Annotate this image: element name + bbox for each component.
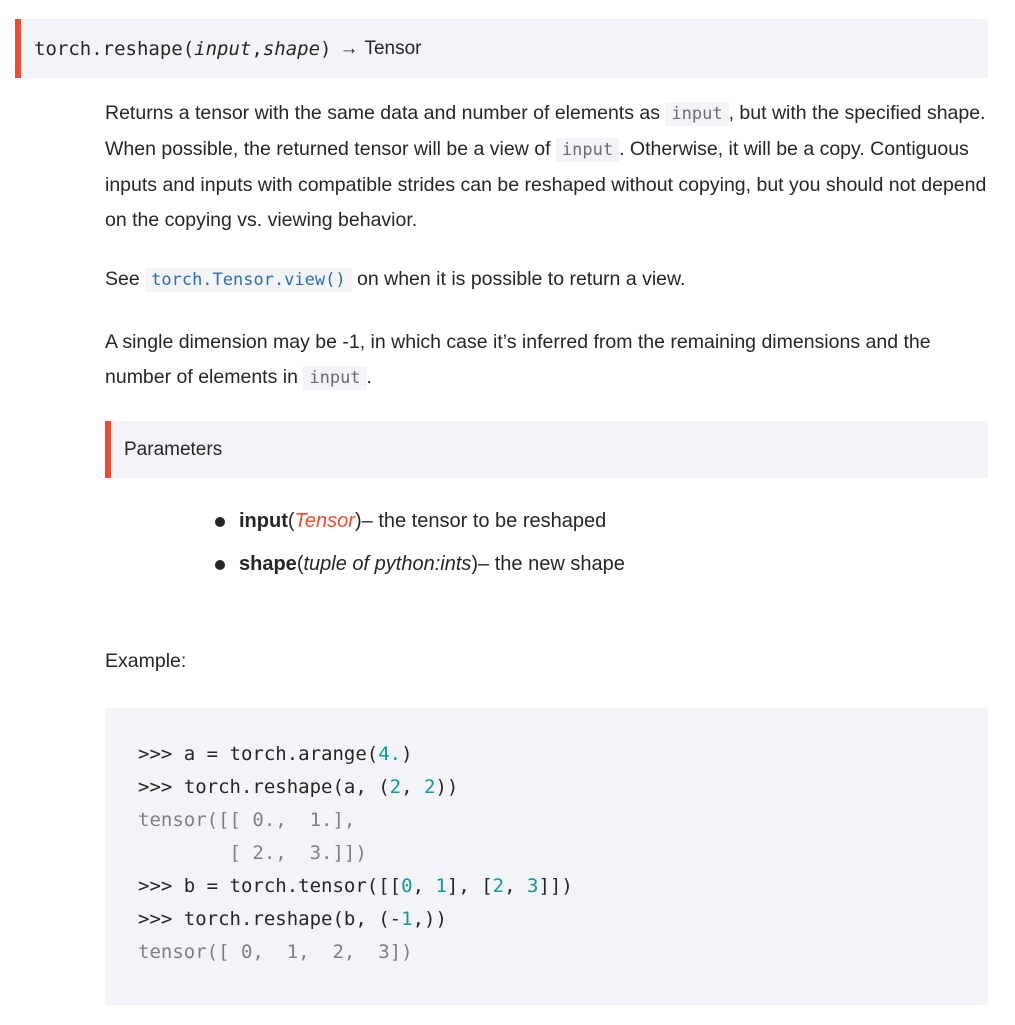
parameters-title: Parameters xyxy=(124,438,223,460)
code-token-code: , xyxy=(504,875,528,897)
code-token-num: 0 xyxy=(401,875,413,897)
code-output-line xyxy=(138,804,988,837)
arg-separator: , xyxy=(251,37,263,60)
code-token-code: ]]) xyxy=(538,875,573,897)
param-type: tuple of python:ints xyxy=(303,553,472,575)
code-token-code: ], [ xyxy=(446,875,493,897)
code-input-line xyxy=(138,738,988,771)
parameters-header xyxy=(105,421,988,478)
param-desc: – the tensor to be reshaped xyxy=(361,510,607,532)
code-token-prompt: >>> xyxy=(138,908,184,930)
code-token-out: tensor([ 0, 1, 2, 3]) xyxy=(138,941,413,963)
p3-text-a: A single dimension may be -1, in which case it’s inferred from the remaining dimensions and the number of elements in xyxy=(105,331,931,388)
code-token-code: torch.reshape(b, (- xyxy=(183,908,402,930)
param-close: ) xyxy=(354,510,362,532)
code-output-line xyxy=(138,936,988,969)
arg-shape: shape xyxy=(262,37,321,60)
code-token-out: tensor([[ 0., 1.], xyxy=(138,809,356,831)
list-item xyxy=(215,500,625,543)
param-open: ( xyxy=(296,553,304,575)
param-type-link[interactable]: Tensor xyxy=(294,510,355,532)
p2-text-b: on when it is possible to return a view. xyxy=(351,268,686,290)
param-close: ) xyxy=(471,553,479,575)
return-arrow: → xyxy=(339,37,359,59)
list-item xyxy=(215,543,625,586)
p2-text-a: See xyxy=(105,268,146,290)
description-paragraph-3 xyxy=(105,325,990,396)
function-signature xyxy=(15,19,988,78)
bullet-icon xyxy=(215,560,225,570)
inline-code-input: input xyxy=(556,138,619,162)
code-token-code: ,)) xyxy=(412,908,447,930)
code-token-num: 4. xyxy=(378,743,402,765)
open-paren: ( xyxy=(182,37,195,60)
code-token-num: 2 xyxy=(492,875,505,897)
close-paren: ) xyxy=(320,37,332,60)
arg-input: input xyxy=(194,37,252,60)
bullet-icon xyxy=(215,517,225,527)
param-open: ( xyxy=(287,510,295,532)
description-paragraph-2 xyxy=(105,262,990,298)
code-token-num: 2 xyxy=(424,776,436,798)
description-paragraph-1 xyxy=(105,96,990,238)
code-input-line xyxy=(138,771,988,804)
code-token-code: b = torch.tensor([[ xyxy=(183,875,402,897)
param-name: shape xyxy=(239,553,297,575)
code-output-line xyxy=(138,837,988,870)
code-token-code: torch.reshape(a, ( xyxy=(183,776,390,798)
inline-code-input: input xyxy=(303,366,366,390)
example-label: Example: xyxy=(105,650,187,672)
code-token-num: 2 xyxy=(389,776,402,798)
p1-text-a: Returns a tensor with the same data and number of elements as xyxy=(105,102,666,124)
code-token-num: 3 xyxy=(527,875,539,897)
code-token-out: [ 2., 3.]]) xyxy=(138,842,367,864)
code-token-code: ) xyxy=(401,743,413,765)
code-token-prompt: >>> xyxy=(138,776,184,798)
code-token-code: a = torch.arange( xyxy=(183,743,379,765)
code-input-line xyxy=(138,903,988,936)
code-input-line xyxy=(138,870,988,903)
inline-code-input: input xyxy=(665,102,728,126)
code-token-code: )) xyxy=(435,776,459,798)
code-token-code: , xyxy=(401,776,425,798)
parameter-list xyxy=(215,500,625,586)
tensor-view-link[interactable]: torch.Tensor.view() xyxy=(145,268,351,292)
code-token-prompt: >>> xyxy=(138,743,184,765)
p1-text-b: , but with the specified shape. When possible, the returned tensor will be a view of xyxy=(105,102,986,160)
param-name: input xyxy=(239,510,288,532)
param-desc: – the new shape xyxy=(478,553,625,575)
code-token-num: 1 xyxy=(435,875,447,897)
p3-text-b: . xyxy=(366,366,372,388)
return-type: Tensor xyxy=(364,37,422,59)
code-token-prompt: >>> xyxy=(138,875,184,897)
code-token-code: , xyxy=(412,875,436,897)
code-token-num: 1 xyxy=(401,908,413,930)
code-block[interactable] xyxy=(105,708,988,1005)
p1-text-c: . Otherwise, it will be a copy. Contiguous inputs and inputs with compatible strides can be reshaped without copying, but you should not depend on the copying vs. viewing behavior. xyxy=(105,138,987,231)
function-name: torch.reshape xyxy=(34,37,183,60)
